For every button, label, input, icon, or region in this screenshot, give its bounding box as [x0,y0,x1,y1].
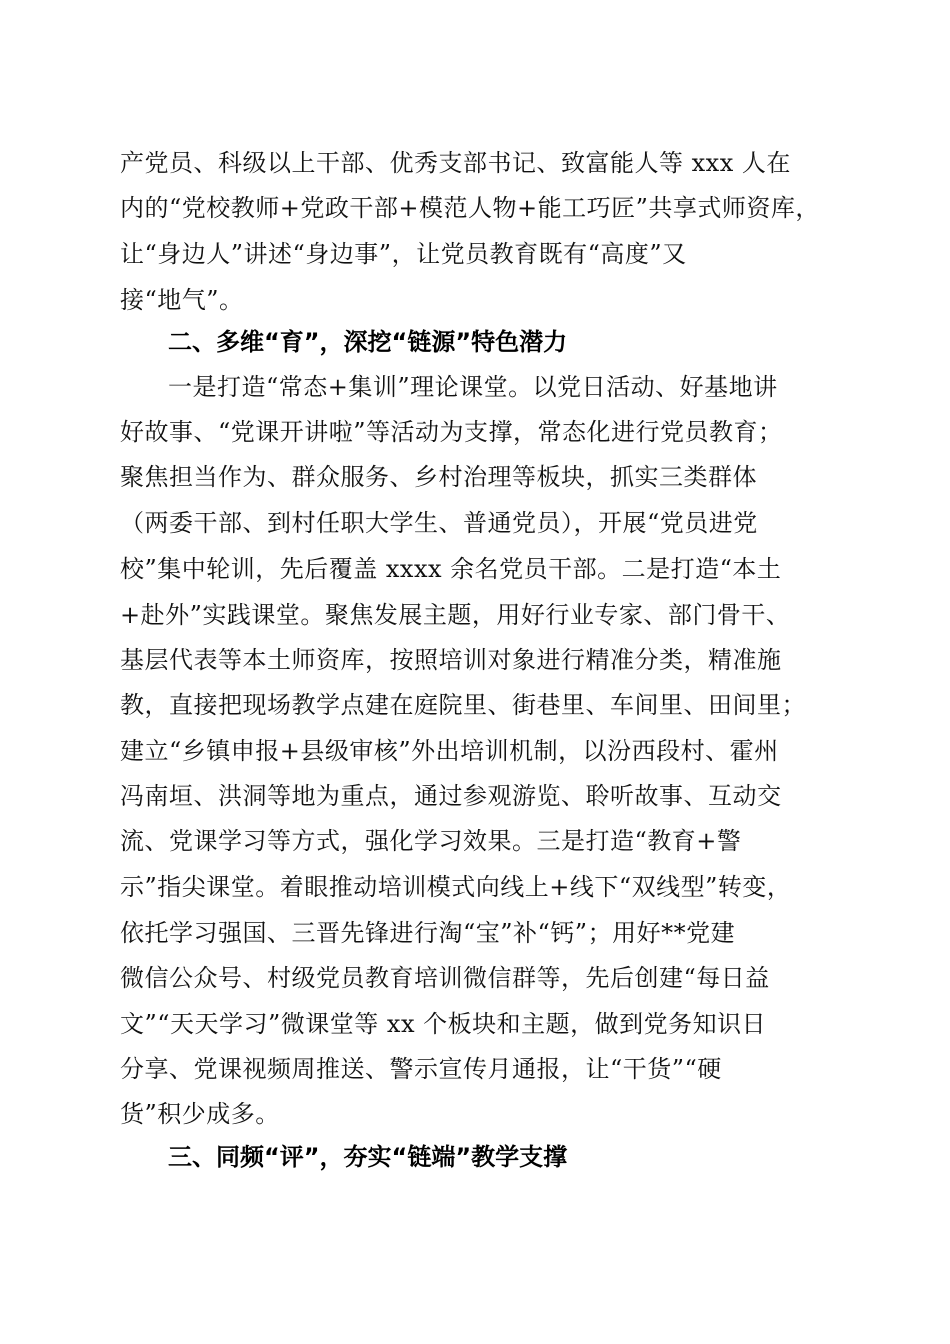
section-heading-2: 二、多维“育”，深挖“链源”特色潜力 [168,328,568,356]
paragraph-line: 分享、党课视频周推送、警示宣传月通报，让“干货”“硬 [120,1055,722,1083]
paragraph-line: 示”指尖课堂。着眼推动培训模式向线上+线下“双线型”转变， [120,873,792,901]
paragraph-line: +赴外”实践课堂。聚焦发展主题，用好行业专家、部门骨干、 [120,601,791,629]
paragraph-line: （两委干部、到村任职大学生、普通党员），开展“党员进党 [120,509,758,537]
paragraph-line: 接“地气”。 [120,286,244,314]
paragraph-line: 微信公众号、村级党员教育培训微信群等，先后创建“每日益 [120,964,770,992]
paragraph-line: 聚焦担当作为、群众服务、乡村治理等板块，抓实三类群体 [120,463,757,491]
section-heading-3: 三、同频“评”，夯实“链端”教学支撑 [168,1143,568,1171]
paragraph-line: 流、党课学习等方式，强化学习效果。三是打造“教育+警 [120,827,742,855]
paragraph-line: 文”“天天学习”微课堂等 xx 个板块和主题，做到党务知识日 [120,1010,767,1038]
paragraph-line: 内的“党校教师+党政干部+模范人物+能工巧匠”共享式师资库， [120,194,820,222]
paragraph-line: 一是打造“常态+集训”理论课堂。以党日活动、好基地讲 [168,373,778,401]
paragraph-line: 冯南垣、洪洞等地为重点，通过参观游览、聆听故事、互动交 [120,782,782,810]
paragraph-line: 好故事、“党课开讲啦”等活动为支撑，常态化进行党员教育； [120,418,783,446]
paragraph-line: 建立“乡镇申报+县级审核”外出培训机制，以汾西段村、霍州 [120,737,779,765]
paragraph-line: 基层代表等本土师资库，按照培训对象进行精准分类，精准施 [120,646,782,674]
paragraph-line: 产党员、科级以上干部、优秀支部书记、致富能人等 xxx 人在 [120,149,791,177]
paragraph-line: 货”积少成多。 [120,1100,280,1128]
paragraph-line: 校”集中轮训，先后覆盖 xxxx 余名党员干部。二是打造“本土 [120,555,782,583]
paragraph-line: 让“身边人”讲述“身边事”，让党员教育既有“高度”又 [120,240,687,268]
paragraph-line: 依托学习强国、三晋先锋进行淘“宝”补“钙”；用好**党建 [120,919,736,947]
paragraph-line: 教，直接把现场教学点建在庭院里、街巷里、车间里、田间里； [120,691,806,719]
